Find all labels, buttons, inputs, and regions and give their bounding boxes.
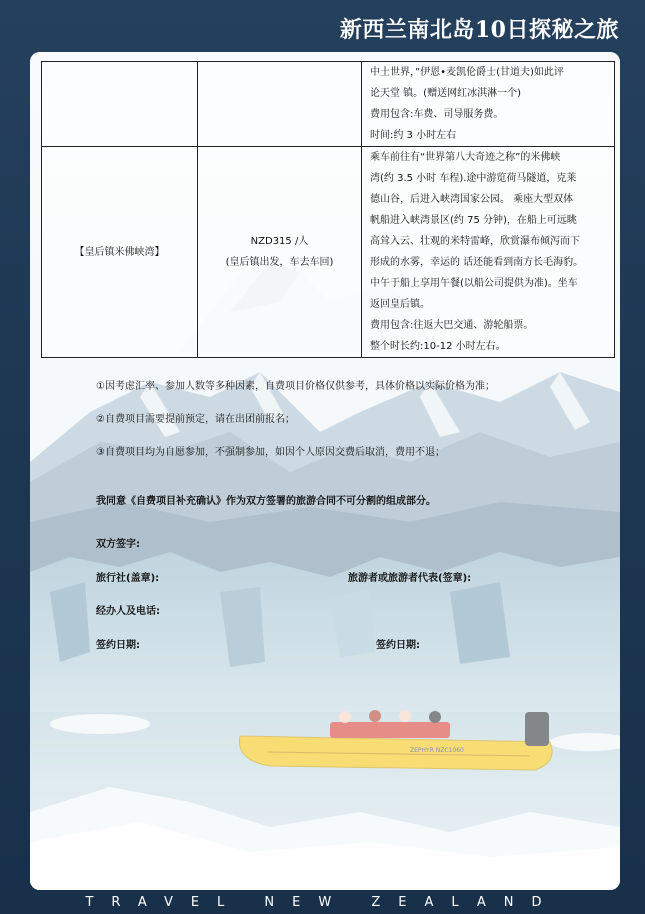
description-line: 中土世界，”伊恩•麦凯伦爵士(甘道夫)如此评: [370, 67, 564, 78]
note-item: ③自费项目均为自愿参加，不强制参加，如因个人原因交费后取消，费用不退；: [96, 447, 445, 458]
content-card: [30, 52, 620, 890]
brochure-title: 新西兰南北岛10日探秘之旅: [339, 17, 619, 43]
signature-both-parties-label: 双方签字:: [96, 539, 140, 550]
item-name-cell: 【皇后镇米佛峡湾】: [42, 147, 198, 358]
agreement-statement: 我同意《自费项目补充确认》作为双方签署的旅游合同不可分割的组成部分。: [96, 496, 436, 507]
description-cell: [362, 147, 615, 358]
item-name-cell: [42, 62, 198, 147]
price-cell: [198, 62, 362, 147]
description-line: 乘车前往有“世界第八大奇迹之称”的米佛峡: [370, 152, 561, 163]
price-line: NZD315 /人: [250, 236, 309, 247]
description-line: 整个时长约:10-12 小时左右。: [370, 341, 506, 352]
signature-date-right-label: 签约日期:: [376, 640, 420, 651]
description-line: 帆船进入峡湾景区(约 75 分钟)，在船上可远眺: [370, 215, 577, 226]
description-line: 费用包含:车费、司导服务费。: [370, 109, 504, 120]
description-cell: [362, 62, 615, 147]
signature-agent-contact-label: 经办人及电话:: [96, 606, 160, 617]
self-pay-items-table: [41, 61, 615, 358]
signature-date-left-label: 签约日期:: [96, 640, 140, 651]
table-row: [42, 62, 615, 147]
description-line: 中午于船上享用午餐(以船公司提供为准)。坐车: [370, 278, 578, 289]
footer-tagline: TRAVEL NEW ZEALAND: [85, 895, 560, 910]
price-line: (皇后镇出发，车去车回): [225, 257, 334, 268]
signature-agency-label: 旅行社(盖章):: [96, 573, 160, 584]
price-cell: [198, 147, 362, 358]
table-row: [42, 147, 615, 358]
description-line: 形成的水雾，幸运的 话还能看到南方长毛海豹。: [370, 257, 584, 268]
notes-list: [96, 377, 495, 476]
boat-hull-text: ZEPHYR NZC1060: [410, 747, 464, 754]
signature-traveler-label: 旅游者或旅游者代表(签章):: [348, 573, 472, 584]
description-line: 费用包含:往返大巴交通、游轮船票。: [370, 320, 534, 331]
description-line: 高耸入云、壮观的米特雷峰，欣赏瀑布倾泻而下: [370, 236, 580, 247]
description-line: 湾(约 3.5 小时 车程).途中游览荷马隧道，克莱: [370, 173, 577, 184]
note-item: ②自费项目需要提前预定，请在出团前报名；: [96, 414, 295, 425]
description-line: 论天堂 镇。(赠送网红冰淇淋一个): [370, 88, 521, 99]
page-content: [30, 52, 620, 890]
description-line: 时间:约 3 小时左右: [370, 130, 457, 141]
note-item: ①因考虑汇率、参加人数等多种因素，自费项目价格仅供参考，具体价格以实际价格为准；: [96, 381, 495, 392]
description-line: 返回皇后镇。: [370, 299, 430, 310]
description-line: 德山谷，后进入峡湾国家公园。 乘座大型双体: [370, 194, 574, 205]
